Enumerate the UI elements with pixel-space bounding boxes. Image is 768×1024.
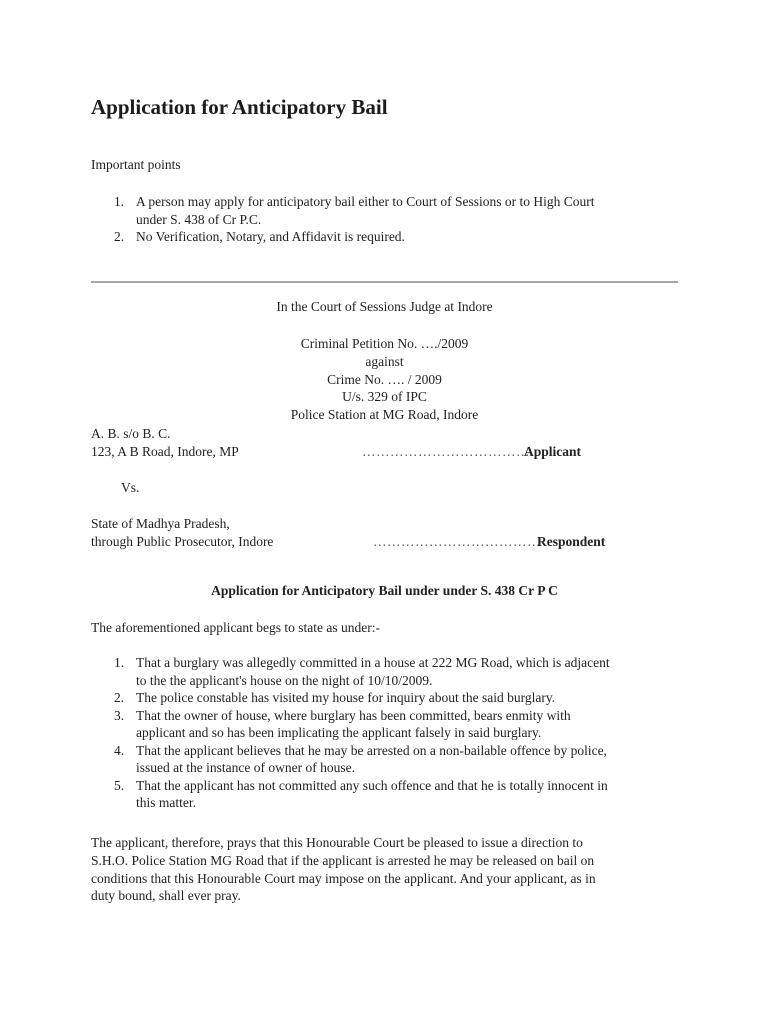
prayer-line: conditions that this Honourable Court may impose on the applicant. And your applicant, as in	[91, 870, 596, 886]
list-item-text: That the applicant believes that he may be arrested on a non-bailable offence by police,	[136, 742, 607, 758]
list-item-text: issued at the instance of owner of house.	[136, 760, 355, 775]
applicant-dots: ………………………………	[362, 444, 530, 459]
list-item-number: 4.	[114, 742, 125, 758]
list-item-text: That a burglary was allegedly committed in a house at 222 MG Road, which is adjacent	[136, 655, 610, 670]
list-item	[91, 707, 681, 742]
list-item-number: 2.	[114, 229, 125, 244]
document-title: Application for Anticipatory Bail	[91, 95, 388, 119]
list-item-number: 2.	[114, 690, 125, 705]
applicant-role: Applicant	[524, 444, 582, 459]
list-item-text: A person may apply for anticipatory bail either to Court of Sessions or to High Court	[136, 194, 595, 209]
applicant-address: 123, A B Road, Indore, MP	[91, 444, 239, 459]
important-points-list	[91, 193, 671, 246]
application-heading: Application for Anticipatory Bail under under S. 438 Cr P C	[211, 583, 558, 598]
respondent-role: Respondent	[537, 534, 606, 549]
case-caption	[91, 335, 678, 424]
grounds-list	[91, 654, 681, 812]
petition-number: Criminal Petition No. …./2009	[300, 336, 469, 351]
list-item	[91, 777, 681, 812]
list-item	[91, 654, 681, 689]
list-item-text: applicant and so has been implicating the applicant falsely in said burglary.	[136, 725, 542, 740]
respondent-through: through Public Prosecutor, Indore	[91, 534, 274, 549]
prayer-line: The applicant, therefore, prays that this Honourable Court be pleased to issue a direction to	[91, 835, 583, 850]
list-item-text: under S. 438 of Cr P.C.	[136, 211, 262, 227]
list-item	[91, 228, 671, 246]
list-item-text: to the the applicant's house on the night of 10/10/2009.	[136, 672, 433, 688]
crime-number: Crime No. …. / 2009	[327, 371, 442, 387]
important-points-heading: Important points	[91, 157, 181, 172]
horizontal-rule	[91, 281, 678, 283]
versus-label: Vs.	[121, 480, 140, 495]
list-item-text: That the applicant has not committed any such offence and that he is totally innocent in	[136, 777, 608, 793]
list-item-text: No Verification, Notary, and Affidavit is required.	[136, 229, 405, 244]
police-station: Police Station at MG Road, Indore	[290, 407, 479, 423]
section-reference: U/s. 329 of IPC	[342, 389, 427, 405]
respondent-dots: ………………………………	[373, 534, 541, 549]
list-item-text: The police constable has visited my house for inquiry about the said burglary.	[136, 690, 556, 705]
court-line: In the Court of Sessions Judge at Indore	[276, 299, 493, 314]
list-item	[91, 742, 681, 777]
list-item-number: 5.	[114, 777, 125, 793]
applicant-name: A. B. s/o B. C.	[91, 426, 171, 441]
intro-statement: The aforementioned applicant begs to state as under:-	[91, 620, 381, 635]
list-item-number: 1.	[114, 655, 125, 670]
list-item	[91, 689, 681, 707]
prayer-line: S.H.O. Police Station MG Road that if the applicant is arrested he may be released on bail on	[91, 852, 595, 868]
list-item-text: That the owner of house, where burglary has been committed, bears enmity with	[136, 707, 571, 723]
list-item	[91, 193, 671, 228]
list-item-text: this matter.	[136, 795, 196, 810]
against-label: against	[365, 353, 404, 369]
respondent-name: State of Madhya Pradesh,	[91, 516, 230, 531]
prayer-paragraph	[91, 834, 681, 905]
list-item-number: 1.	[114, 194, 125, 209]
prayer-line: duty bound, shall ever pray.	[91, 888, 241, 904]
list-item-number: 3.	[114, 707, 125, 723]
